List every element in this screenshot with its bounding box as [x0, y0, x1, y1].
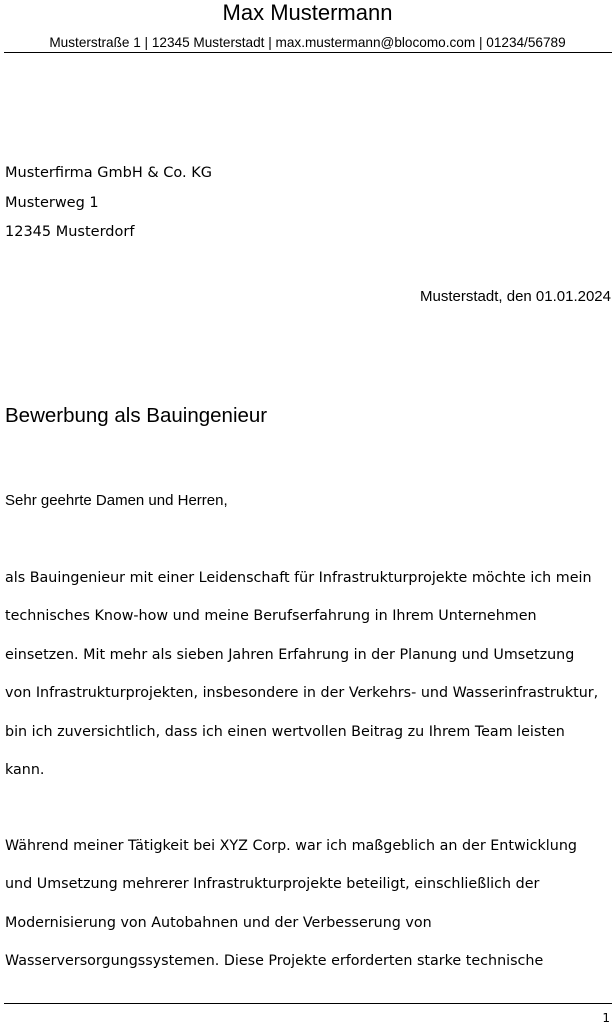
- salutation: Sehr geehrte Damen und Herren,: [5, 492, 228, 509]
- paragraph-line: einsetzen. Mit mehr als sieben Jahren Erfahrung in der Planung und Umsetzung: [5, 646, 575, 663]
- paragraph-line: Wasserversorgungssystemen. Diese Projekte erforderten starke technische: [5, 953, 544, 970]
- paragraph-line: und Umsetzung mehrerer Infrastrukturprojekte beteiligt, einschließlich der: [5, 876, 540, 893]
- recipient-street: Musterweg 1: [5, 194, 99, 211]
- paragraph-line: Während meiner Tätigkeit bei XYZ Corp. war ich maßgeblich an der Entwicklung: [5, 838, 577, 854]
- recipient-city: 12345 Musterdorf: [5, 224, 135, 240]
- paragraph-line: Modernisierung von Autobahnen und der Verbesserung von: [5, 914, 432, 931]
- paragraph-line: von Infrastrukturprojekten, insbesondere in der Verkehrs- und Wasserinfrastruktur,: [5, 685, 599, 702]
- body-paragraph-2: [5, 836, 577, 990]
- paragraph-line: kann.: [5, 761, 45, 778]
- recipient-address: [5, 159, 212, 248]
- sender-contact-line: Musterstraße 1 | 12345 Musterstadt | max.mustermann@blocomo.com | 01234/56789: [49, 35, 566, 50]
- paragraph-line: technisches Know-how und meine Berufserfahrung in Ihrem Unternehmen: [5, 608, 537, 625]
- footer-divider: [4, 1003, 612, 1004]
- sender-name: Max Mustermann: [222, 0, 393, 25]
- body-paragraph-1: [5, 568, 598, 798]
- paragraph-line: bin ich zuversichtlich, dass ich einen wertvollen Beitrag zu Ihrem Team leisten: [5, 723, 565, 740]
- header-divider: [4, 52, 612, 53]
- page-number: 1: [602, 1011, 610, 1025]
- letter-subject: Bewerbung als Bauingenieur: [5, 404, 268, 427]
- recipient-company: Musterfirma GmbH & Co. KG: [5, 165, 212, 181]
- letter-date: Musterstadt, den 01.01.2024: [420, 288, 611, 305]
- paragraph-line: als Bauingenieur mit einer Leidenschaft für Infrastrukturprojekte möchte ich mein: [5, 570, 592, 586]
